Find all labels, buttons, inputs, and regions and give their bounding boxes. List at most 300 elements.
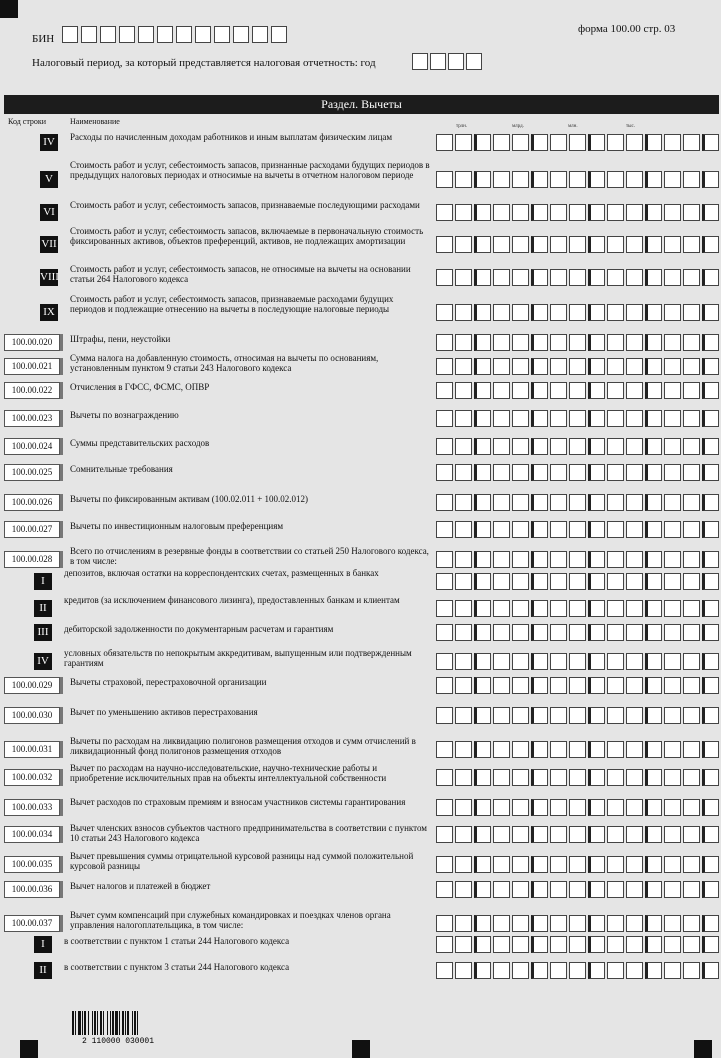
- digit-cell[interactable]: [455, 171, 472, 188]
- digit-cell[interactable]: [607, 171, 624, 188]
- digit-cell[interactable]: [683, 653, 700, 670]
- digit-cell[interactable]: [645, 494, 662, 511]
- digit-cell[interactable]: [436, 464, 453, 481]
- digit-cell[interactable]: [531, 799, 548, 816]
- digit-cell[interactable]: [569, 769, 586, 786]
- digit-cell[interactable]: [455, 204, 472, 221]
- digit-cell[interactable]: [436, 962, 453, 979]
- digit-cell[interactable]: [626, 826, 643, 843]
- year-digit-box[interactable]: [466, 53, 482, 70]
- digit-cell[interactable]: [512, 134, 529, 151]
- digit-cell[interactable]: [436, 382, 453, 399]
- digit-cell[interactable]: [531, 915, 548, 932]
- digit-cell[interactable]: [645, 134, 662, 151]
- digit-cell[interactable]: [474, 799, 491, 816]
- digit-cell[interactable]: [531, 521, 548, 538]
- digit-cell[interactable]: [512, 382, 529, 399]
- digit-cell[interactable]: [436, 494, 453, 511]
- digit-cell[interactable]: [455, 304, 472, 321]
- bin-digit-box[interactable]: [271, 26, 287, 43]
- digit-cell[interactable]: [493, 707, 510, 724]
- digit-cell[interactable]: [493, 936, 510, 953]
- digit-cell[interactable]: [588, 521, 605, 538]
- digit-cell[interactable]: [455, 915, 472, 932]
- digit-cell[interactable]: [702, 799, 719, 816]
- digit-cell[interactable]: [493, 551, 510, 568]
- digit-cell[interactable]: [550, 799, 567, 816]
- digit-cell[interactable]: [474, 962, 491, 979]
- digit-cell[interactable]: [474, 741, 491, 758]
- digit-cell[interactable]: [588, 826, 605, 843]
- digit-cell[interactable]: [702, 653, 719, 670]
- digit-cell[interactable]: [455, 236, 472, 253]
- digit-cell[interactable]: [569, 171, 586, 188]
- digit-cell[interactable]: [455, 600, 472, 617]
- amount-input[interactable]: [436, 521, 719, 538]
- digit-cell[interactable]: [683, 438, 700, 455]
- digit-cell[interactable]: [493, 573, 510, 590]
- digit-cell[interactable]: [531, 494, 548, 511]
- digit-cell[interactable]: [702, 382, 719, 399]
- digit-cell[interactable]: [702, 236, 719, 253]
- digit-cell[interactable]: [550, 204, 567, 221]
- digit-cell[interactable]: [531, 410, 548, 427]
- digit-cell[interactable]: [512, 653, 529, 670]
- digit-cell[interactable]: [531, 358, 548, 375]
- digit-cell[interactable]: [607, 334, 624, 351]
- digit-cell[interactable]: [683, 769, 700, 786]
- digit-cell[interactable]: [550, 962, 567, 979]
- digit-cell[interactable]: [702, 269, 719, 286]
- digit-cell[interactable]: [588, 358, 605, 375]
- bin-digit-box[interactable]: [81, 26, 97, 43]
- digit-cell[interactable]: [531, 464, 548, 481]
- digit-cell[interactable]: [683, 856, 700, 873]
- digit-cell[interactable]: [474, 653, 491, 670]
- digit-cell[interactable]: [512, 677, 529, 694]
- digit-cell[interactable]: [569, 915, 586, 932]
- digit-cell[interactable]: [493, 358, 510, 375]
- digit-cell[interactable]: [664, 856, 681, 873]
- digit-cell[interactable]: [702, 962, 719, 979]
- digit-cell[interactable]: [512, 741, 529, 758]
- digit-cell[interactable]: [569, 551, 586, 568]
- digit-cell[interactable]: [626, 653, 643, 670]
- digit-cell[interactable]: [664, 521, 681, 538]
- bin-digit-box[interactable]: [62, 26, 78, 43]
- digit-cell[interactable]: [664, 624, 681, 641]
- digit-cell[interactable]: [436, 677, 453, 694]
- amount-input[interactable]: [436, 677, 719, 694]
- digit-cell[interactable]: [474, 677, 491, 694]
- digit-cell[interactable]: [588, 269, 605, 286]
- digit-cell[interactable]: [683, 573, 700, 590]
- digit-cell[interactable]: [702, 741, 719, 758]
- digit-cell[interactable]: [436, 358, 453, 375]
- digit-cell[interactable]: [531, 382, 548, 399]
- digit-cell[interactable]: [550, 521, 567, 538]
- amount-input[interactable]: [436, 573, 719, 590]
- digit-cell[interactable]: [607, 826, 624, 843]
- digit-cell[interactable]: [664, 236, 681, 253]
- digit-cell[interactable]: [436, 438, 453, 455]
- digit-cell[interactable]: [512, 881, 529, 898]
- digit-cell[interactable]: [531, 856, 548, 873]
- digit-cell[interactable]: [588, 881, 605, 898]
- digit-cell[interactable]: [531, 677, 548, 694]
- digit-cell[interactable]: [531, 134, 548, 151]
- digit-cell[interactable]: [626, 334, 643, 351]
- amount-input[interactable]: [436, 334, 719, 351]
- digit-cell[interactable]: [512, 438, 529, 455]
- digit-cell[interactable]: [569, 856, 586, 873]
- digit-cell[interactable]: [531, 962, 548, 979]
- digit-cell[interactable]: [436, 936, 453, 953]
- digit-cell[interactable]: [474, 171, 491, 188]
- digit-cell[interactable]: [664, 799, 681, 816]
- digit-cell[interactable]: [702, 707, 719, 724]
- digit-cell[interactable]: [664, 573, 681, 590]
- digit-cell[interactable]: [493, 741, 510, 758]
- digit-cell[interactable]: [626, 600, 643, 617]
- digit-cell[interactable]: [626, 962, 643, 979]
- digit-cell[interactable]: [683, 600, 700, 617]
- digit-cell[interactable]: [645, 624, 662, 641]
- digit-cell[interactable]: [455, 881, 472, 898]
- digit-cell[interactable]: [645, 304, 662, 321]
- digit-cell[interactable]: [683, 826, 700, 843]
- digit-cell[interactable]: [683, 171, 700, 188]
- digit-cell[interactable]: [588, 962, 605, 979]
- digit-cell[interactable]: [626, 881, 643, 898]
- digit-cell[interactable]: [664, 494, 681, 511]
- amount-input[interactable]: [436, 936, 719, 953]
- digit-cell[interactable]: [626, 304, 643, 321]
- digit-cell[interactable]: [569, 741, 586, 758]
- digit-cell[interactable]: [455, 799, 472, 816]
- digit-cell[interactable]: [626, 915, 643, 932]
- digit-cell[interactable]: [550, 915, 567, 932]
- digit-cell[interactable]: [702, 304, 719, 321]
- digit-cell[interactable]: [588, 624, 605, 641]
- digit-cell[interactable]: [664, 551, 681, 568]
- digit-cell[interactable]: [664, 334, 681, 351]
- digit-cell[interactable]: [531, 204, 548, 221]
- digit-cell[interactable]: [645, 856, 662, 873]
- digit-cell[interactable]: [550, 769, 567, 786]
- digit-cell[interactable]: [455, 269, 472, 286]
- digit-cell[interactable]: [474, 464, 491, 481]
- digit-cell[interactable]: [550, 653, 567, 670]
- digit-cell[interactable]: [607, 799, 624, 816]
- digit-cell[interactable]: [493, 304, 510, 321]
- amount-input[interactable]: [436, 826, 719, 843]
- digit-cell[interactable]: [436, 551, 453, 568]
- digit-cell[interactable]: [436, 741, 453, 758]
- digit-cell[interactable]: [436, 624, 453, 641]
- year-digit-box[interactable]: [412, 53, 428, 70]
- digit-cell[interactable]: [474, 624, 491, 641]
- digit-cell[interactable]: [512, 236, 529, 253]
- digit-cell[interactable]: [588, 334, 605, 351]
- digit-cell[interactable]: [607, 236, 624, 253]
- digit-cell[interactable]: [645, 171, 662, 188]
- digit-cell[interactable]: [455, 358, 472, 375]
- digit-cell[interactable]: [702, 171, 719, 188]
- year-digit-box[interactable]: [448, 53, 464, 70]
- digit-cell[interactable]: [436, 410, 453, 427]
- digit-cell[interactable]: [493, 962, 510, 979]
- digit-cell[interactable]: [531, 171, 548, 188]
- digit-cell[interactable]: [607, 936, 624, 953]
- digit-cell[interactable]: [569, 600, 586, 617]
- digit-cell[interactable]: [607, 624, 624, 641]
- digit-cell[interactable]: [512, 799, 529, 816]
- digit-cell[interactable]: [455, 962, 472, 979]
- digit-cell[interactable]: [569, 410, 586, 427]
- digit-cell[interactable]: [474, 881, 491, 898]
- digit-cell[interactable]: [588, 600, 605, 617]
- digit-cell[interactable]: [436, 334, 453, 351]
- amount-input[interactable]: [436, 204, 719, 221]
- digit-cell[interactable]: [474, 826, 491, 843]
- digit-cell[interactable]: [664, 769, 681, 786]
- digit-cell[interactable]: [664, 358, 681, 375]
- digit-cell[interactable]: [702, 410, 719, 427]
- digit-cell[interactable]: [569, 494, 586, 511]
- digit-cell[interactable]: [702, 600, 719, 617]
- digit-cell[interactable]: [474, 707, 491, 724]
- digit-cell[interactable]: [664, 438, 681, 455]
- digit-cell[interactable]: [645, 915, 662, 932]
- digit-cell[interactable]: [569, 334, 586, 351]
- digit-cell[interactable]: [626, 769, 643, 786]
- digit-cell[interactable]: [683, 410, 700, 427]
- digit-cell[interactable]: [493, 799, 510, 816]
- digit-cell[interactable]: [531, 438, 548, 455]
- digit-cell[interactable]: [702, 204, 719, 221]
- amount-input[interactable]: [436, 134, 719, 151]
- digit-cell[interactable]: [474, 134, 491, 151]
- digit-cell[interactable]: [436, 573, 453, 590]
- digit-cell[interactable]: [645, 741, 662, 758]
- digit-cell[interactable]: [664, 881, 681, 898]
- digit-cell[interactable]: [493, 600, 510, 617]
- digit-cell[interactable]: [626, 799, 643, 816]
- digit-cell[interactable]: [645, 677, 662, 694]
- digit-cell[interactable]: [569, 521, 586, 538]
- digit-cell[interactable]: [607, 551, 624, 568]
- digit-cell[interactable]: [702, 826, 719, 843]
- digit-cell[interactable]: [664, 962, 681, 979]
- digit-cell[interactable]: [683, 799, 700, 816]
- amount-input[interactable]: [436, 494, 719, 511]
- digit-cell[interactable]: [683, 551, 700, 568]
- amount-input[interactable]: [436, 464, 719, 481]
- amount-input[interactable]: [436, 915, 719, 932]
- digit-cell[interactable]: [588, 915, 605, 932]
- digit-cell[interactable]: [455, 769, 472, 786]
- amount-input[interactable]: [436, 551, 719, 568]
- digit-cell[interactable]: [569, 134, 586, 151]
- digit-cell[interactable]: [607, 769, 624, 786]
- digit-cell[interactable]: [512, 464, 529, 481]
- digit-cell[interactable]: [664, 677, 681, 694]
- digit-cell[interactable]: [493, 204, 510, 221]
- digit-cell[interactable]: [550, 707, 567, 724]
- digit-cell[interactable]: [645, 881, 662, 898]
- digit-cell[interactable]: [645, 358, 662, 375]
- digit-cell[interactable]: [474, 915, 491, 932]
- digit-cell[interactable]: [512, 915, 529, 932]
- digit-cell[interactable]: [607, 134, 624, 151]
- digit-cell[interactable]: [436, 881, 453, 898]
- digit-cell[interactable]: [645, 962, 662, 979]
- digit-cell[interactable]: [683, 915, 700, 932]
- digit-cell[interactable]: [588, 573, 605, 590]
- digit-cell[interactable]: [455, 653, 472, 670]
- digit-cell[interactable]: [531, 236, 548, 253]
- digit-cell[interactable]: [512, 494, 529, 511]
- amount-input[interactable]: [436, 856, 719, 873]
- digit-cell[interactable]: [436, 653, 453, 670]
- digit-cell[interactable]: [474, 573, 491, 590]
- digit-cell[interactable]: [436, 521, 453, 538]
- digit-cell[interactable]: [645, 707, 662, 724]
- digit-cell[interactable]: [626, 464, 643, 481]
- year-digit-box[interactable]: [430, 53, 446, 70]
- digit-cell[interactable]: [493, 826, 510, 843]
- digit-cell[interactable]: [436, 707, 453, 724]
- digit-cell[interactable]: [512, 521, 529, 538]
- digit-cell[interactable]: [607, 573, 624, 590]
- amount-input[interactable]: [436, 881, 719, 898]
- bin-digit-box[interactable]: [233, 26, 249, 43]
- digit-cell[interactable]: [512, 334, 529, 351]
- digit-cell[interactable]: [455, 551, 472, 568]
- bin-digit-box[interactable]: [214, 26, 230, 43]
- digit-cell[interactable]: [607, 915, 624, 932]
- digit-cell[interactable]: [702, 936, 719, 953]
- digit-cell[interactable]: [626, 171, 643, 188]
- digit-cell[interactable]: [455, 741, 472, 758]
- digit-cell[interactable]: [550, 236, 567, 253]
- digit-cell[interactable]: [493, 171, 510, 188]
- digit-cell[interactable]: [626, 707, 643, 724]
- digit-cell[interactable]: [550, 269, 567, 286]
- digit-cell[interactable]: [607, 707, 624, 724]
- digit-cell[interactable]: [493, 334, 510, 351]
- digit-cell[interactable]: [569, 653, 586, 670]
- digit-cell[interactable]: [645, 653, 662, 670]
- digit-cell[interactable]: [702, 521, 719, 538]
- digit-cell[interactable]: [474, 521, 491, 538]
- digit-cell[interactable]: [512, 769, 529, 786]
- digit-cell[interactable]: [550, 600, 567, 617]
- digit-cell[interactable]: [588, 769, 605, 786]
- digit-cell[interactable]: [455, 134, 472, 151]
- digit-cell[interactable]: [626, 269, 643, 286]
- bin-digit-box[interactable]: [157, 26, 173, 43]
- digit-cell[interactable]: [702, 769, 719, 786]
- digit-cell[interactable]: [645, 521, 662, 538]
- bin-digit-box[interactable]: [119, 26, 135, 43]
- amount-input[interactable]: [436, 236, 719, 253]
- digit-cell[interactable]: [664, 653, 681, 670]
- amount-input[interactable]: [436, 269, 719, 286]
- digit-cell[interactable]: [474, 382, 491, 399]
- digit-cell[interactable]: [569, 358, 586, 375]
- digit-cell[interactable]: [531, 551, 548, 568]
- digit-cell[interactable]: [702, 134, 719, 151]
- digit-cell[interactable]: [436, 769, 453, 786]
- digit-cell[interactable]: [645, 769, 662, 786]
- digit-cell[interactable]: [512, 826, 529, 843]
- digit-cell[interactable]: [531, 334, 548, 351]
- digit-cell[interactable]: [436, 204, 453, 221]
- digit-cell[interactable]: [436, 856, 453, 873]
- digit-cell[interactable]: [550, 551, 567, 568]
- digit-cell[interactable]: [512, 304, 529, 321]
- digit-cell[interactable]: [702, 551, 719, 568]
- digit-cell[interactable]: [645, 382, 662, 399]
- amount-input[interactable]: [436, 624, 719, 641]
- digit-cell[interactable]: [550, 936, 567, 953]
- digit-cell[interactable]: [702, 464, 719, 481]
- digit-cell[interactable]: [474, 769, 491, 786]
- digit-cell[interactable]: [645, 269, 662, 286]
- digit-cell[interactable]: [702, 358, 719, 375]
- digit-cell[interactable]: [493, 382, 510, 399]
- digit-cell[interactable]: [645, 236, 662, 253]
- digit-cell[interactable]: [550, 624, 567, 641]
- digit-cell[interactable]: [493, 653, 510, 670]
- digit-cell[interactable]: [455, 707, 472, 724]
- digit-cell[interactable]: [512, 171, 529, 188]
- digit-cell[interactable]: [702, 881, 719, 898]
- digit-cell[interactable]: [664, 826, 681, 843]
- digit-cell[interactable]: [493, 236, 510, 253]
- digit-cell[interactable]: [645, 334, 662, 351]
- digit-cell[interactable]: [588, 551, 605, 568]
- digit-cell[interactable]: [550, 358, 567, 375]
- digit-cell[interactable]: [702, 915, 719, 932]
- digit-cell[interactable]: [550, 494, 567, 511]
- digit-cell[interactable]: [588, 382, 605, 399]
- digit-cell[interactable]: [493, 521, 510, 538]
- digit-cell[interactable]: [550, 410, 567, 427]
- digit-cell[interactable]: [664, 134, 681, 151]
- digit-cell[interactable]: [455, 382, 472, 399]
- amount-input[interactable]: [436, 769, 719, 786]
- digit-cell[interactable]: [474, 358, 491, 375]
- digit-cell[interactable]: [531, 881, 548, 898]
- digit-cell[interactable]: [531, 600, 548, 617]
- digit-cell[interactable]: [664, 410, 681, 427]
- digit-cell[interactable]: [607, 438, 624, 455]
- digit-cell[interactable]: [607, 204, 624, 221]
- digit-cell[interactable]: [645, 573, 662, 590]
- digit-cell[interactable]: [436, 799, 453, 816]
- digit-cell[interactable]: [455, 624, 472, 641]
- digit-cell[interactable]: [626, 236, 643, 253]
- digit-cell[interactable]: [607, 653, 624, 670]
- digit-cell[interactable]: [436, 826, 453, 843]
- digit-cell[interactable]: [645, 410, 662, 427]
- digit-cell[interactable]: [683, 962, 700, 979]
- digit-cell[interactable]: [683, 624, 700, 641]
- digit-cell[interactable]: [626, 204, 643, 221]
